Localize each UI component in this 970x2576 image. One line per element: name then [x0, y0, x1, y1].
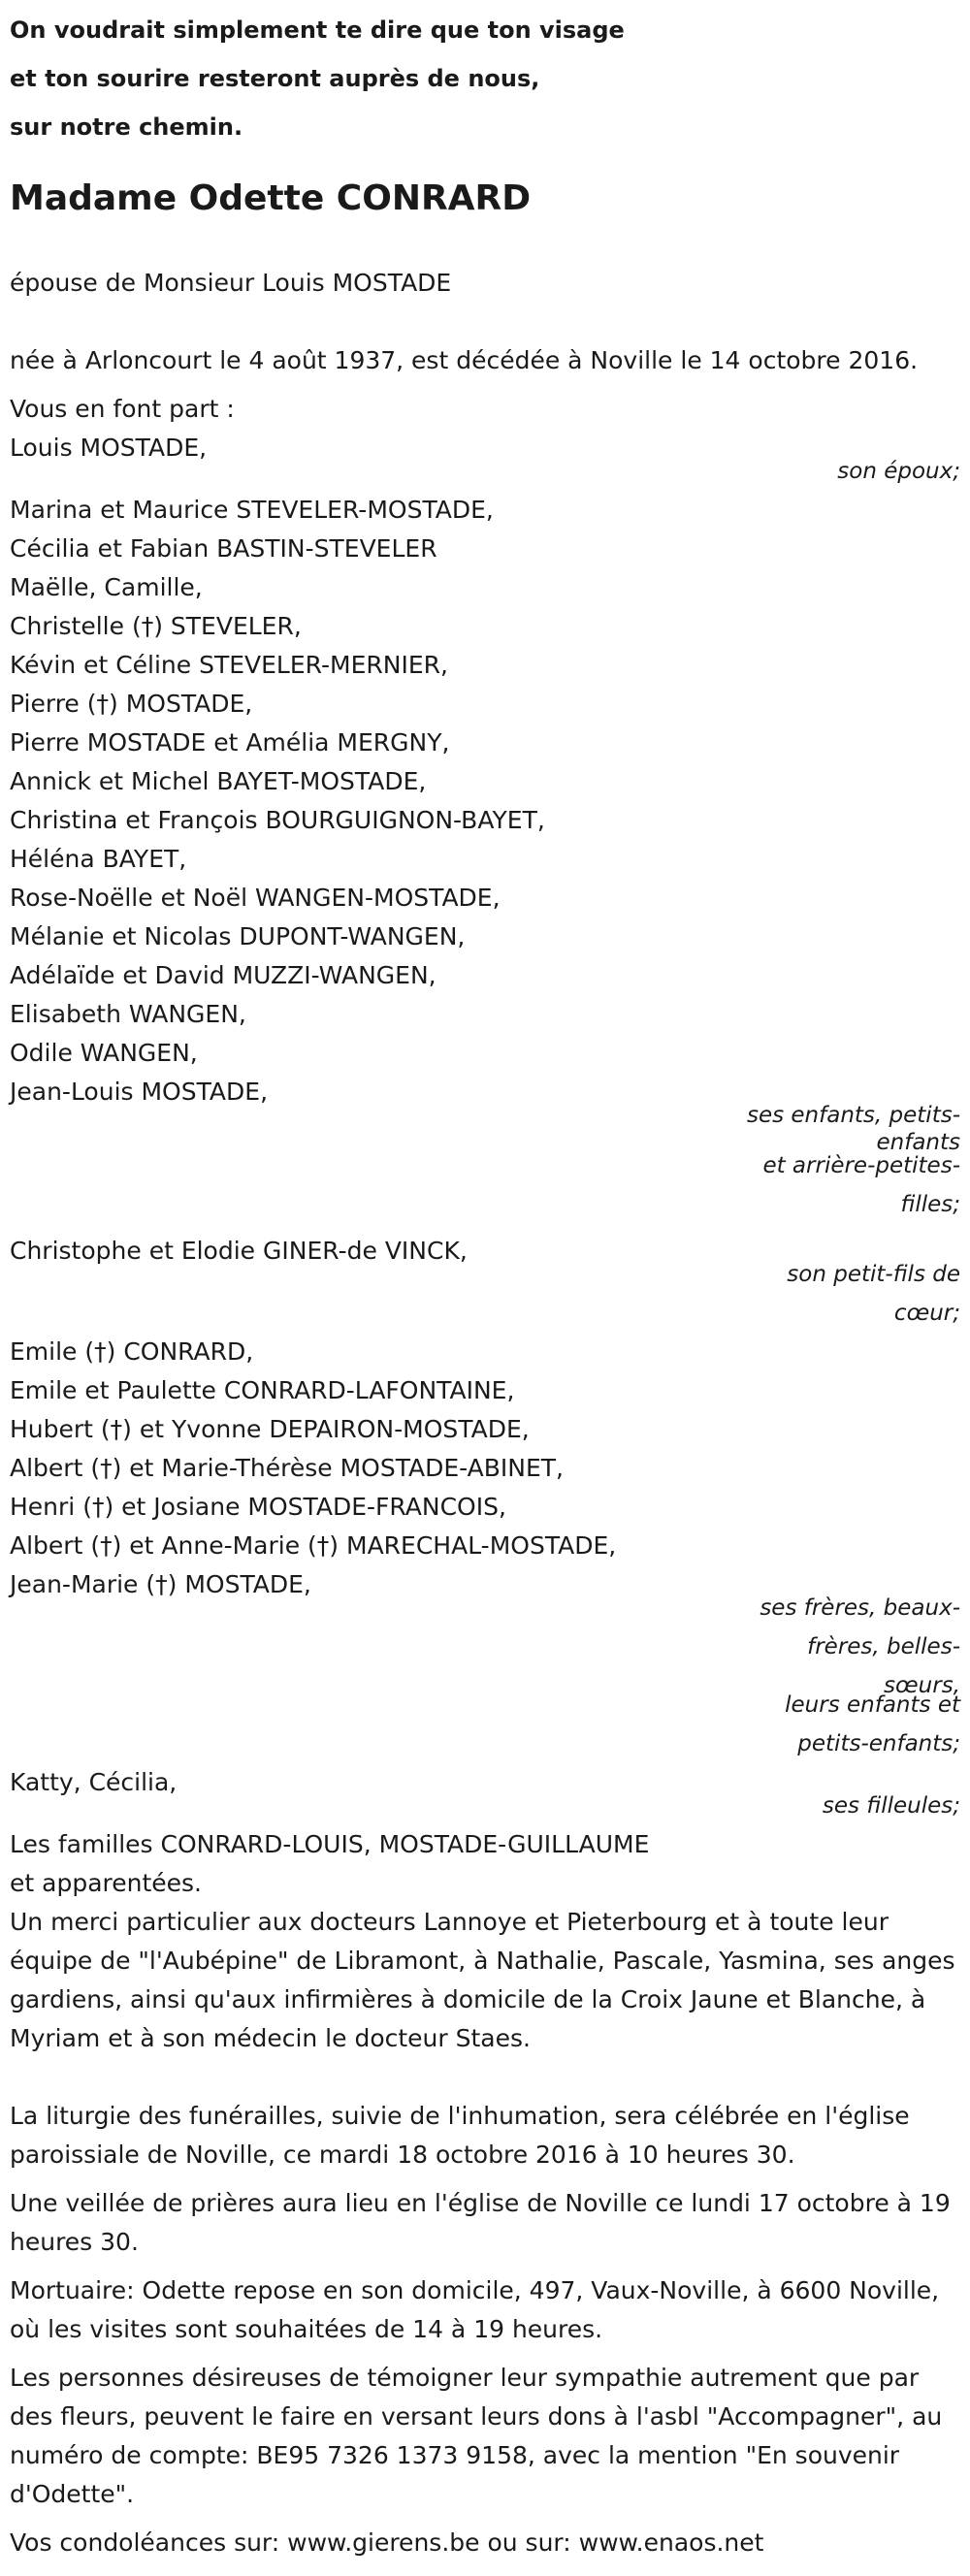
family-name: Albert (†) et Anne-Marie (†) MARECHAL-MOSTADE,	[10, 1531, 617, 1560]
relation-line: ses filleules;	[822, 1793, 960, 1819]
relation-line: petits-enfants;	[797, 1731, 960, 1756]
relation-line: sœurs,	[884, 1673, 960, 1698]
relation-line: son petit-fils de	[787, 1262, 960, 1287]
related-line: et apparentées.	[10, 1869, 202, 1897]
relation-line: frères, belles-	[807, 1634, 960, 1659]
family-name: Emile (†) CONRARD,	[10, 1337, 254, 1366]
family-name: Cécilia et Fabian BASTIN-STEVELER	[10, 534, 437, 563]
relation-label	[669, 1096, 960, 1224]
intro-verse	[10, 6, 960, 151]
families-line: Les familles CONRARD-LOUIS, MOSTADE-GUILLAUME	[10, 1830, 650, 1858]
family-name: Albert (†) et Marie-Thérèse MOSTADE-ABINET,	[10, 1454, 564, 1482]
family-name: Elisabeth WANGEN,	[10, 1000, 246, 1028]
family-name: Odile WANGEN,	[10, 1039, 198, 1067]
family-name: Christophe et Elodie GINER-de VINCK,	[10, 1237, 468, 1265]
intro-line-2: et ton sourire resteront auprès de nous,	[10, 65, 540, 92]
family-name: Annick et Michel BAYET-MOSTADE,	[10, 767, 427, 795]
family-name: Jean-Marie (†) MOSTADE,	[10, 1570, 311, 1598]
family-name: Jean-Louis MOSTADE,	[10, 1078, 269, 1106]
relation-line: leurs enfants et	[785, 1692, 960, 1718]
family-name: Louis MOSTADE,	[10, 434, 208, 462]
deceased-name: Madame Odette CONRARD	[10, 178, 532, 218]
thanks-paragraph: Un merci particulier aux docteurs Lannoye et Pieterbourg et à toute leur équipe de "l'Aubépine" de Libramont, à Nathalie, Pascale, Yasmina, ses anges gardiens, ainsi qu'aux infirmières à domicile de la Croix Jaune et Blanche, à Myriam et à son médecin le docteur Staes.	[10, 1908, 955, 2052]
relation-line: son époux;	[837, 459, 960, 484]
family-name: Katty, Cécilia,	[10, 1768, 178, 1796]
liturgy-paragraph: La liturgie des funérailles, suivie de l'inhumation, sera célébrée en l'église paroissiale de Noville, ce mardi 18 octobre 2016 à 10 heures 30.	[10, 2102, 910, 2169]
family-name: Christina et François BOURGUIGNON-BAYET,	[10, 806, 545, 834]
family-name: Kévin et Céline STEVELER-MERNIER,	[10, 651, 448, 679]
family-name: Henri (†) et Josiane MOSTADE-FRANCOIS,	[10, 1493, 506, 1521]
mortuary-paragraph: Mortuaire: Odette repose en son domicile, 497, Vaux-Noville, à 6600 Noville, où les visites sont souhaitées de 14 à 19 heures.	[10, 2276, 940, 2343]
relation-line: et arrière-petites-	[762, 1153, 960, 1178]
birth-death-line: née à Arloncourt le 4 août 1937, est décédée à Noville le 14 octobre 2016.	[10, 346, 919, 374]
relation-label	[669, 1787, 960, 1825]
family-name: Mélanie et Nicolas DUPONT-WANGEN,	[10, 922, 466, 950]
family-name: Marina et Maurice STEVELER-MOSTADE,	[10, 496, 494, 524]
family-name: Héléna BAYET,	[10, 845, 187, 873]
relation-line: ses enfants, petits-	[746, 1103, 960, 1128]
relation-label	[669, 1255, 960, 1333]
donations-paragraph: Les personnes désireuses de témoigner leur sympathie autrement que par des fleurs, peuvent le faire en versant leurs dons à l'asbl "Accompagner", au numéro de compte: BE95 7326 1373 9158, avec la mention "En souvenir d'Odette".	[10, 2364, 943, 2508]
relation-line: ses frères, beaux-	[760, 1595, 960, 1621]
relation-line: cœur;	[893, 1301, 960, 1326]
announcement-intro: Vous en font part :	[10, 395, 235, 423]
family-name: Pierre MOSTADE et Amélia MERGNY,	[10, 728, 450, 757]
family-name: Maëlle, Camille,	[10, 573, 203, 601]
vigil-paragraph: Une veillée de prières aura lieu en l'église de Noville ce lundi 17 octobre à 19 heures 30.	[10, 2189, 951, 2256]
family-name: Rose-Noëlle et Noël WANGEN-MOSTADE,	[10, 884, 501, 912]
relation-line: enfants	[876, 1130, 960, 1155]
family-name: Pierre (†) MOSTADE,	[10, 690, 253, 718]
family-name: Emile et Paulette CONRARD-LAFONTAINE,	[10, 1376, 515, 1404]
intro-line-1: On voudrait simplement te dire que ton visage	[10, 16, 625, 44]
relation-line: filles;	[900, 1192, 960, 1217]
family-name: Adélaïde et David MUZZI-WANGEN,	[10, 961, 436, 989]
spouse-line: épouse de Monsieur Louis MOSTADE	[10, 269, 452, 297]
relation-label	[669, 1589, 960, 1763]
condolences-line: Vos condoléances sur: www.gierens.be ou sur: www.enaos.net	[10, 2528, 764, 2557]
family-name: Christelle (†) STEVELER,	[10, 612, 302, 640]
intro-line-3: sur notre chemin.	[10, 113, 243, 141]
relation-label	[669, 452, 960, 491]
family-name: Hubert (†) et Yvonne DEPAIRON-MOSTADE,	[10, 1415, 530, 1443]
